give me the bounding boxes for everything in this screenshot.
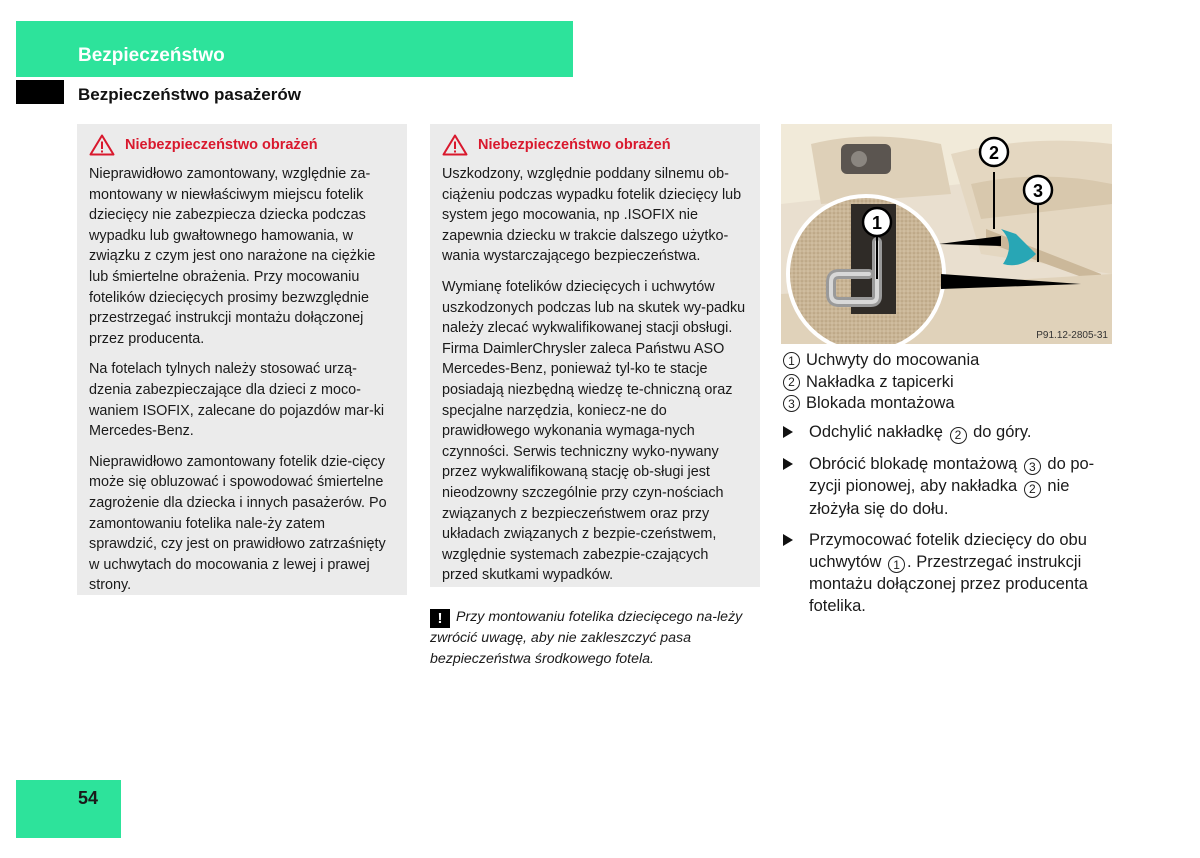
figure-callout: 3 bbox=[1032, 181, 1044, 201]
legend-number: 2 bbox=[783, 374, 800, 391]
warning-triangle-icon bbox=[89, 134, 115, 156]
legend-item bbox=[783, 372, 979, 394]
note-text: Przy montowaniu fotelika dziecięcego na-leży zwrócić uwagę, aby nie zakleszczyć pasa bezpieczeństwa środkowego fotela. bbox=[430, 609, 743, 667]
figure-code: P91.12-2805-31 bbox=[1036, 330, 1108, 341]
figure-callout: 2 bbox=[988, 143, 1000, 163]
warning-paragraph: Uszkodzony, względnie poddany silnemu ob-ciążeniu podczas wypadku fotelik dziecięcy lub system jego mocowania, np .ISOFIX nie zapewnia dziecku w trakcie dalszego użytko-wania wystarczającego bezpieczeństwa. bbox=[442, 166, 742, 265]
page-subtitle: Bezpieczeństwo pasażerów bbox=[78, 85, 301, 104]
section-title: Bezpieczeństwo bbox=[78, 45, 225, 66]
instruction-step bbox=[783, 421, 1123, 444]
section-header-bar bbox=[16, 21, 573, 77]
bullet-arrow-icon bbox=[783, 426, 793, 438]
legend-text: Uchwyty do mocowania bbox=[806, 351, 980, 369]
step-ref-number: 3 bbox=[1024, 458, 1041, 475]
step-text: do góry. bbox=[973, 423, 1032, 441]
warning-header bbox=[442, 134, 748, 156]
section-marker bbox=[16, 80, 64, 104]
step-text: Odchylić nakładkę bbox=[809, 423, 943, 441]
bullet-arrow-icon bbox=[783, 458, 793, 470]
page-number: 54 bbox=[78, 788, 99, 808]
warning-title: Niebezpieczeństwo obrażeń bbox=[125, 136, 318, 153]
step-text: . Przestrzegać instrukcji montażu dołączonej przez producenta fotelika. bbox=[809, 552, 1088, 615]
legend-number: 3 bbox=[783, 395, 800, 412]
warning-box-2 bbox=[430, 124, 760, 587]
warning-paragraph: Wymianę fotelików dziecięcych i uchwytów uszkodzonych podczas lub na skutek wy-padku należy zlecać wykwalifikowanej stacji obsługi. Firma DaimlerChrysler zaleca Państwu ASO Mercedes-Benz, ponieważ tyl-ko te stacje posiadają niezbędną wiedzę te-chniczną oraz specjalne narzędzia, koniecz-ne do prawidłowego wykonania wymaga-nych czynności. Serwis techniczny wyko-nywany przez wykwalifikowaną stację ob-sługi jest nieodzowny szczególnie przy czyn-nościach związanych z bezpieczeństwem oraz przy układach związanych z bezpie-czeństwem, względnie systemach zabezpie-czających przed skutkami wypadków. bbox=[442, 278, 746, 584]
legend-text: Blokada montażowa bbox=[806, 394, 955, 412]
isofix-diagram bbox=[781, 124, 1112, 344]
step-ref-number: 2 bbox=[1024, 481, 1041, 498]
warning-paragraph: Na fotelach tylnych należy stosować urzą-dzenia zabezpieczające dla dzieci z moco-waniem ISOFIX, zalecane do pojazdów mar-ki Mercedes-Benz. bbox=[89, 361, 385, 440]
legend-text: Nakładka z tapicerki bbox=[806, 372, 954, 391]
figure-callout: 1 bbox=[871, 213, 883, 233]
instruction-step bbox=[783, 453, 1123, 520]
warning-title: Niebezpieczeństwo obrażeń bbox=[478, 136, 671, 153]
warning-paragraph: Nieprawidłowo zamontowany, względnie za-montowany w niewłaściwym miejscu fotelik dziecięcy nie zabezpiecza dziecka podczas wypadku lub gwałtownego hamowania, w związku z czym jest ono narażone na ciężkie lub śmiertelne obrażenia. Przy mocowaniu fotelików dziecięcych prosimy bezwzględnie przestrzegać instrukcji montażu dołączonej przez producenta. bbox=[89, 166, 376, 347]
exclamation-icon: ! bbox=[430, 609, 450, 628]
warning-paragraph: Nieprawidłowo zamontowany fotelik dzie-cięcy może się obluzować i spowodować śmiertelne zagrożenie dla dziecka i innych pasażerów. Po zamontowaniu fotelika nale-ży zatem sprawdzić, czy jest on prawidłowo zatrzaśnięty w uchwytach do mocowania z lewej i prawej strony. bbox=[89, 453, 387, 594]
step-text: Przymocować fotelik dziecięcy do obu uchwytów bbox=[809, 530, 1087, 571]
legend-item bbox=[783, 393, 979, 415]
step-ref-number: 2 bbox=[950, 427, 967, 444]
page-number-tab bbox=[16, 780, 121, 838]
legend-item bbox=[783, 350, 979, 372]
legend-number: 1 bbox=[783, 352, 800, 369]
step-text: Obrócić blokadę montażową bbox=[809, 454, 1018, 473]
instruction-steps bbox=[783, 421, 1123, 626]
caution-note bbox=[430, 607, 760, 669]
step-ref-number: 1 bbox=[888, 556, 905, 573]
isofix-illustration bbox=[781, 124, 1112, 344]
warning-box-1 bbox=[77, 124, 407, 595]
figure-legend bbox=[783, 350, 979, 415]
warning-triangle-icon bbox=[442, 134, 468, 156]
bullet-arrow-icon bbox=[783, 534, 793, 546]
step-text: nie złożyła się do dołu. bbox=[809, 477, 1070, 518]
warning-header bbox=[89, 134, 395, 156]
step-text: do po-zycji pionowej, aby nakładka bbox=[809, 454, 1095, 495]
instruction-step bbox=[783, 529, 1123, 618]
